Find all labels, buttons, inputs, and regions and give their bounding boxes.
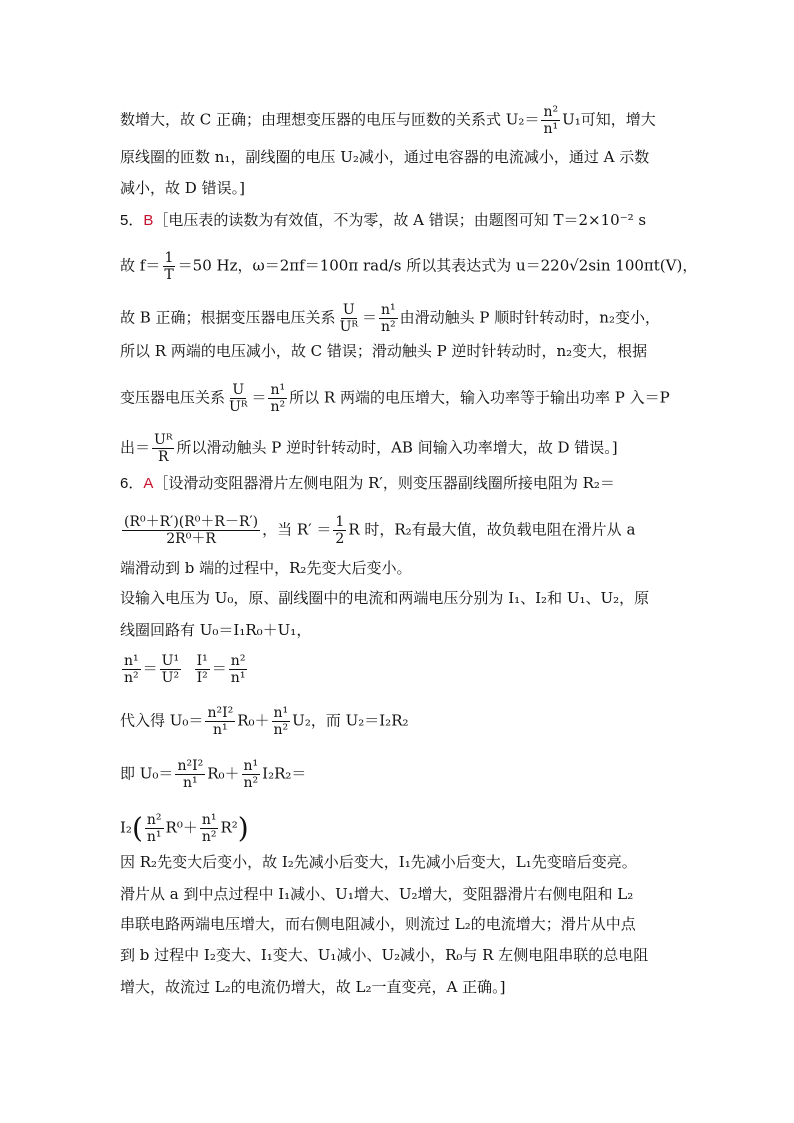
text-line-7: 所以 R 两端的电压减小，故 C 错误；滑动触头 P 逆时针转动时，n₂变大，根据 [120,342,648,360]
fraction: $\frac{\text{n¹}}{\text{n²}}$ [243,758,259,791]
text-line-18: I₂( $\frac{\text{n²}}{\text{n¹}}$ R⁰＋ $\frac{\text{n¹}}{\text{n²}}$ R²) [120,811,249,845]
question-number: 6． [120,475,144,492]
fraction: $\frac{\text{Uᴿ}}{R}$ [154,432,173,465]
fraction: $\frac{\text{n²}}{\text{n¹}}$ [543,104,559,137]
text-line-2: 原线圈的匝数 n₁，副线圈的电压 U₂减小，通过电容器的电流减小，通过 A 示数 [120,148,650,166]
fraction: $\frac{\text{U¹}}{\text{U²}}$ [161,653,180,686]
text-line-5: 故 f＝ $\frac{1}{T}$ ＝50 Hz，ω＝2πf＝100π rad/s 所以其表达式为 u＝220√2sin 100πt(V)， [120,250,698,283]
fraction: $\frac{\text{n¹}}{\text{n²}}$ [273,705,289,738]
answer-choice: A [143,475,154,492]
fraction: $\frac{1}{T}$ [164,250,174,283]
text-line-23: 增大，故流过 L₂的电流仍增大，故 L₂一直变亮，A 正确。] [120,978,506,996]
fraction: $\frac{1}{2}$ [335,514,345,547]
text-line-8: 变压器电压关系 $\frac{U}{\text{Uᴿ}}$ ＝ $\frac{\text{n¹}}{\text{n²}}$ 所以 R 两端的电压增大，输入功率等于输出功率 P 入＝P [120,382,670,415]
text-line-17: 即 U₀＝ $\frac{\text{n²I²}}{\text{n¹}}$ R₀＋ $\frac{\text{n¹}}{\text{n²}}$ I₂R₂＝ [120,758,307,791]
text-line-11: $\frac{\text{(R⁰＋R′)(R⁰＋R－R′)}}{\text{2R⁰＋R}}$ ，当 R′ ＝ $\frac{1}{2}$ R 时，R₂有最大值，故负载电阻在滑片从 a [124,514,636,547]
fraction: $\frac{\text{n¹}}{\text{n²}}$ [201,812,217,845]
text-line-16: 代入得 U₀＝ $\frac{\text{n²I²}}{\text{n¹}}$ R₀＋ $\frac{\text{n¹}}{\text{n²}}$ U₂，而 U₂＝I₂R₂ [120,705,409,738]
question-6-line: 6．A［设滑动变阻器滑片左侧电阻为 R′，则变压器副线圈所接电阻为 R₂＝ [120,474,615,492]
fraction: $\frac{\text{n²I²}}{\text{n¹}}$ [207,705,234,738]
fraction: $\frac{\text{n²}}{\text{n¹}}$ [146,812,162,845]
ratio-equations: $\frac{\text{n¹}}{\text{n²}}$ ＝ $\frac{\text{U¹}}{\text{U²}}$ $\frac{\text{I¹}}{\text{I²}}$ ＝ $\frac{\text{n²}}{\text{n¹}}$ [124,653,246,686]
text-line-14: 线圈回路有 U₀＝I₁R₀＋U₁， [120,621,312,639]
answer-choice: B [143,212,154,229]
text-line-19: 因 R₂先变大后变小，故 I₂先减小后变大，I₁先减小后变大，L₁先变暗后变亮。 [120,853,637,871]
question-number: 5． [120,212,144,229]
question-5-line: 5．B［电压表的读数为有效值，不为零，故 A 错误；由题图可知 T＝2×10⁻² s [120,211,647,229]
text-line-20: 滑片从 a 到中点过程中 I₁减小、U₁增大、U₂增大，变阻器滑片右侧电阻和 L₂ [120,885,634,903]
fraction: $\frac{\text{(R⁰＋R′)(R⁰＋R－R′)}}{\text{2R⁰＋R}}$ [124,514,259,547]
text-line-12: 端滑动到 b 端的过程中，R₂先变大后变小。 [120,559,412,577]
text-line-9: 出＝ $\frac{\text{Uᴿ}}{R}$ 所以滑动触头 P 逆时针转动时，AB 间输入功率增大，故 D 错误。] [120,432,618,465]
fraction: $\frac{\text{n²I²}}{\text{n¹}}$ [177,758,204,791]
text-line-22: 到 b 过程中 I₂变大、I₁变大、U₁减小、U₂减小，R₀与 R 左侧电阻串联的总电阻 [120,946,649,964]
text-line-1: 数增大，故 C 正确；由理想变压器的电压与匝数的关系式 U₂＝ $\frac{\text{n²}}{\text{n¹}}$ U₁可知，增大 [120,104,656,137]
fraction: $\frac{\text{n¹}}{\text{n²}}$ [270,382,286,415]
fraction: $\frac{\text{n¹}}{\text{n²}}$ [124,653,139,686]
text-line-3: 减小，故 D 错误。] [120,179,245,197]
fraction: $\frac{\text{n²}}{\text{n¹}}$ [230,653,246,686]
fraction: $\frac{U}{\text{Uᴿ}}$ [229,382,248,415]
text-line-21: 串联电路两端电压增大，而右侧电阻减小，则流过 L₂的电流增大；滑片从中点 [120,915,636,933]
fraction: $\frac{U}{\text{Uᴿ}}$ [339,302,358,335]
text-line-6: 故 B 正确；根据变压器电压关系 $\frac{U}{\text{Uᴿ}}$ ＝ $\frac{\text{n¹}}{\text{n²}}$ 由滑动触头 P 顺时针转动时，n₂变小， [120,302,660,335]
fraction: $\frac{\text{I¹}}{\text{I²}}$ [196,653,208,686]
fraction: $\frac{\text{n¹}}{\text{n²}}$ [381,302,396,335]
text-line-13: 设输入电压为 U₀，原、副线圈中的电流和两端电压分别为 I₁、I₂和 U₁、U₂，原 [120,589,650,607]
